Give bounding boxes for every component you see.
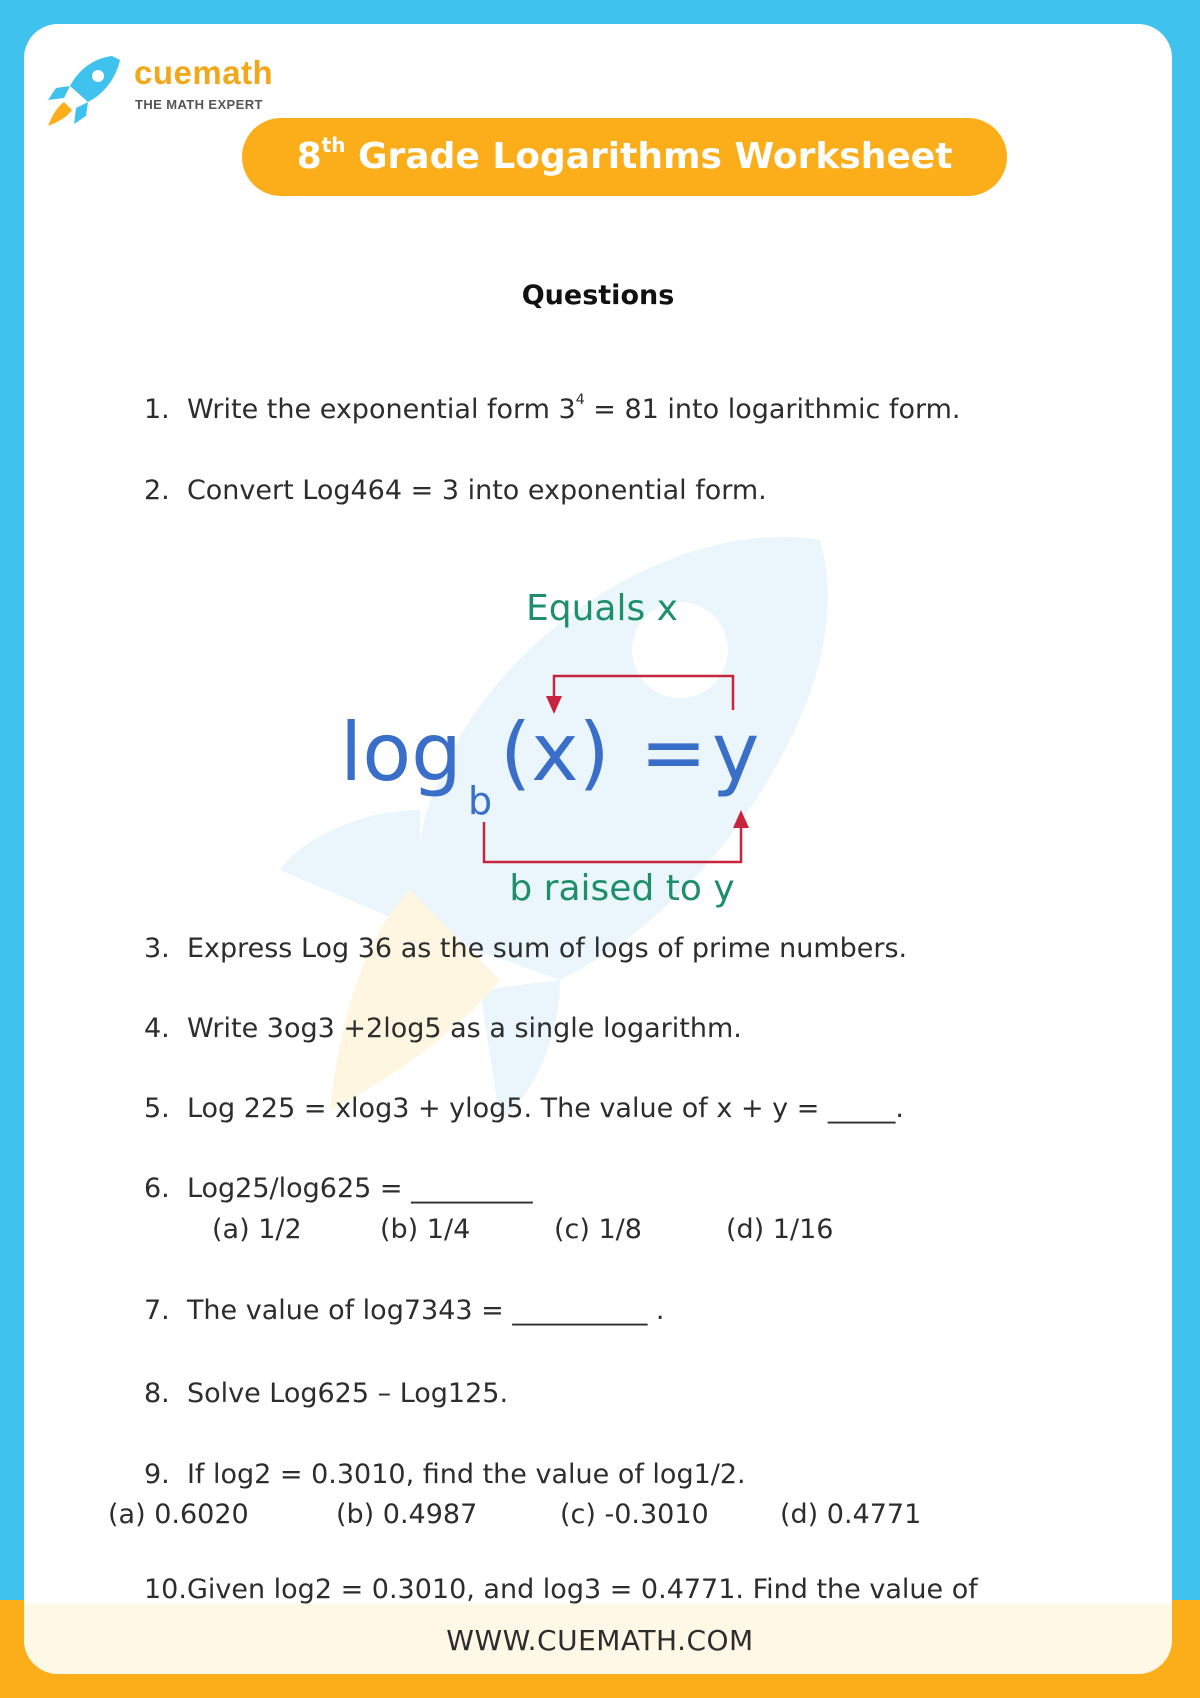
worksheet-card — [24, 24, 1172, 1674]
question-1 — [144, 394, 960, 425]
diagram-argument: (x) — [500, 706, 610, 799]
diagram-equals: = — [640, 706, 708, 799]
option-a: (a) 1/2 — [212, 1214, 302, 1245]
title-grade: 8 — [296, 136, 322, 177]
brand-name: cuemath — [134, 54, 274, 91]
question-number: 3. — [144, 933, 170, 964]
question-text: Write 3og3 +2log5 as a single logarithm. — [186, 1013, 742, 1044]
question-text: Given log2 = 0.3010, and log3 = 0.4771. Find the value of — [186, 1574, 978, 1605]
option-d: (d) 0.4771 — [780, 1499, 922, 1530]
rocket-logo-icon — [42, 52, 124, 130]
question-number: 8. — [144, 1378, 170, 1409]
question-number: 10. — [144, 1574, 187, 1605]
footer-website: WWW.CUEMATH.COM — [446, 1624, 754, 1657]
option-c: (c) 1/8 — [554, 1214, 642, 1245]
question-5 — [144, 1093, 904, 1124]
diagram-log: log — [340, 706, 462, 799]
question-text: If log2 = 0.3010, find the value of log1/2. — [186, 1459, 746, 1490]
bottom-arrowhead-icon — [733, 810, 749, 828]
question-number: 2. — [144, 475, 170, 506]
option-d: (d) 1/16 — [726, 1214, 834, 1245]
question-4 — [144, 1013, 742, 1044]
question-9 — [144, 1459, 746, 1490]
question-number: 1. — [144, 394, 170, 425]
question-text: The value of log7343 = __________ . — [186, 1295, 665, 1326]
question-text: Log25/log625 = _________ — [186, 1173, 533, 1204]
question-number: 6. — [144, 1173, 170, 1204]
question-text: Solve Log625 – Log125. — [186, 1378, 509, 1409]
question-text: Express Log 36 as the sum of logs of prime numbers. — [186, 933, 908, 964]
question-3 — [144, 933, 907, 964]
question-2 — [144, 475, 767, 506]
option-c: (c) -0.3010 — [560, 1499, 709, 1530]
brand-tagline: THE MATH EXPERT — [135, 97, 263, 112]
diagram-top-label: Equals x — [526, 588, 678, 629]
diagram-bottom-label: b raised to y — [509, 868, 735, 909]
question-text: Convert Log464 = 3 into exponential form. — [186, 475, 767, 506]
logarithm-diagram — [340, 564, 860, 909]
question-10 — [144, 1574, 978, 1605]
questions-heading: Questions — [521, 280, 675, 311]
question-text: Log 225 = xlog3 + ylog5. The value of x + y = _____. — [186, 1093, 905, 1124]
worksheet-title — [242, 118, 1007, 196]
title-text: Grade Logarithms Worksheet — [358, 136, 953, 177]
question-text: Write the exponential form 3 — [186, 394, 576, 425]
bottom-arrow-line — [484, 822, 741, 862]
exponent: 4 — [575, 392, 585, 408]
question-number: 7. — [144, 1295, 170, 1326]
question-8 — [144, 1378, 508, 1409]
question-6 — [144, 1173, 533, 1204]
diagram-result: y — [712, 706, 760, 799]
question-text: = 81 into logarithmic form. — [584, 394, 961, 425]
question-number: 9. — [144, 1459, 170, 1490]
option-b: (b) 1/4 — [380, 1214, 471, 1245]
question-number: 4. — [144, 1013, 170, 1044]
diagram-base: b — [468, 779, 493, 823]
title-grade-suffix: th — [321, 133, 346, 157]
cuemath-logo — [42, 52, 282, 140]
option-a: (a) 0.6020 — [108, 1499, 249, 1530]
option-b: (b) 0.4987 — [336, 1499, 478, 1530]
question-7 — [144, 1295, 665, 1326]
top-arrow-line — [554, 676, 733, 710]
question-number: 5. — [144, 1093, 170, 1124]
